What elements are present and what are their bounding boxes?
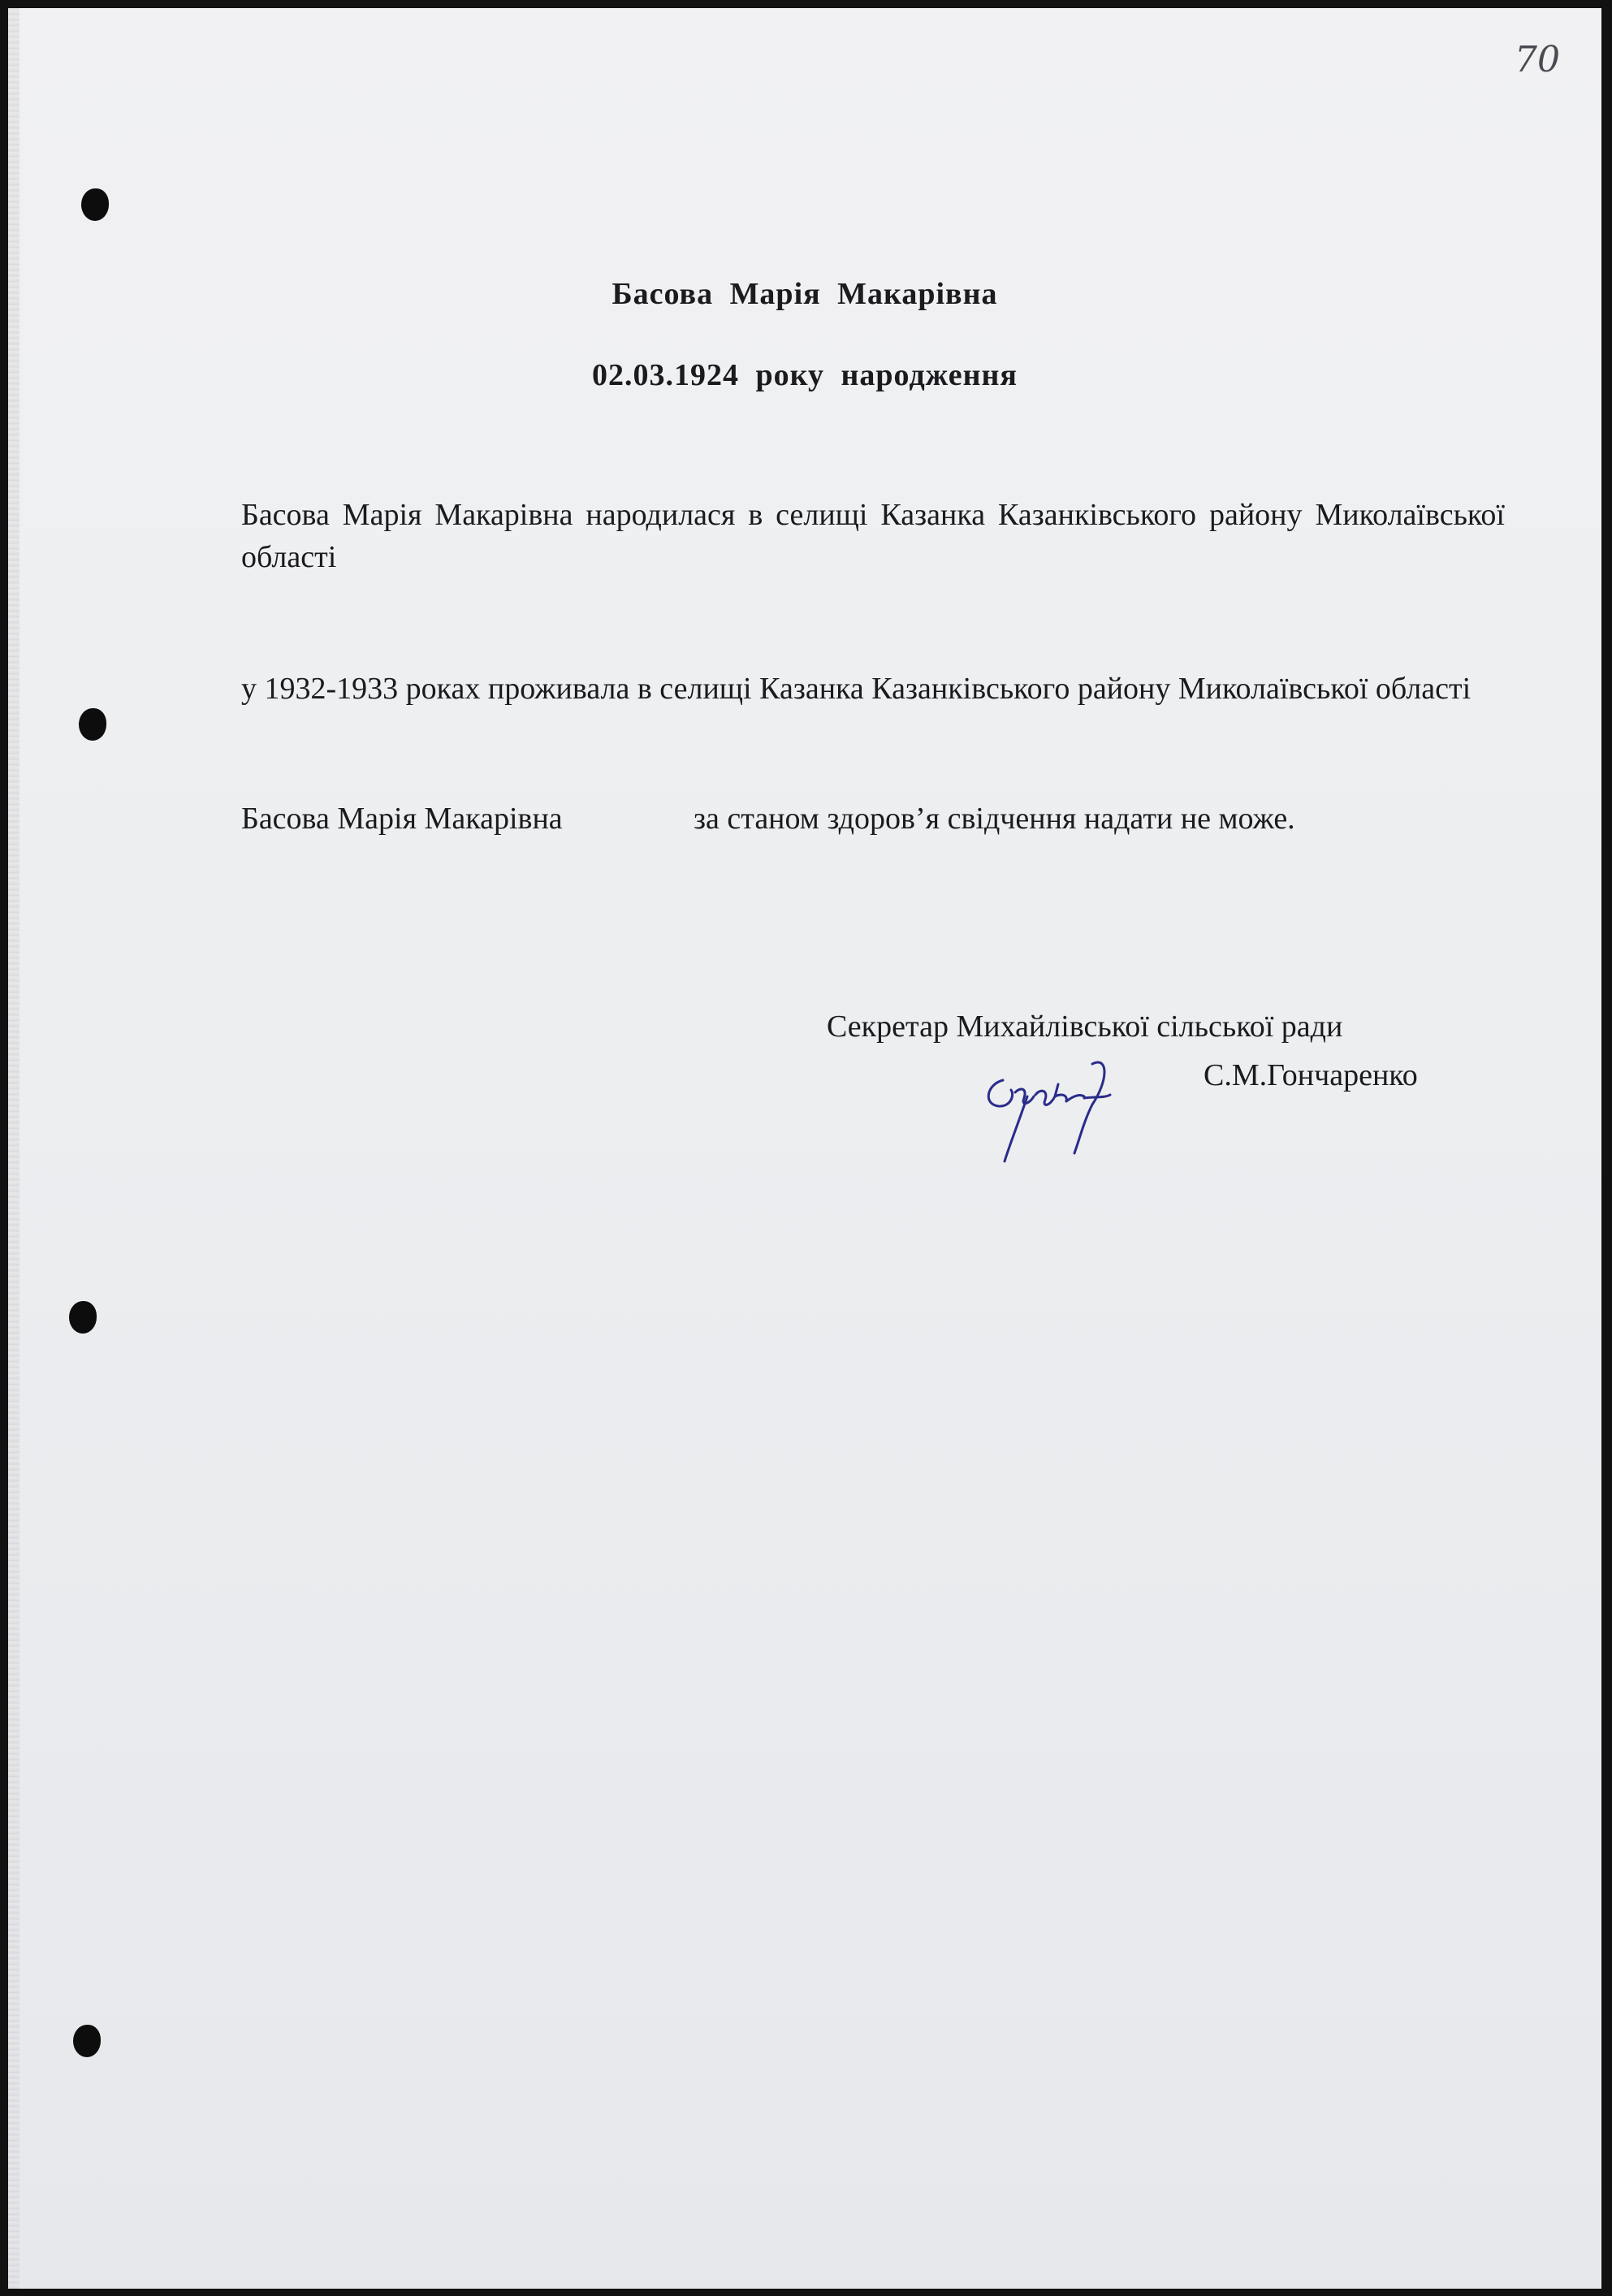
health-statement bbox=[241, 798, 1505, 840]
binder-hole bbox=[73, 2025, 101, 2057]
health-statement-text: за станом здоров’я свідчення надати не може. bbox=[694, 802, 1295, 836]
birth-date-heading: 02.03.1924 року народження bbox=[592, 358, 1018, 392]
handwritten-page-number: 70 bbox=[1515, 39, 1560, 80]
health-statement-name: Басова Марія Макарівна bbox=[241, 802, 563, 836]
paper-sheet bbox=[8, 8, 1601, 2289]
birth-place-paragraph: Басова Марія Макарівна народилася в селищі Казанка Казанківського району Миколаївської області bbox=[241, 498, 1505, 574]
signatory-name: С.М.Гончаренко bbox=[1204, 1058, 1418, 1092]
binder-hole bbox=[81, 188, 109, 221]
person-name-heading: Басова Марія Макарівна bbox=[612, 277, 998, 311]
residence-paragraph: у 1932-1933 роках проживала в селищі Казанка Казанківського району Миколаївської області bbox=[241, 672, 1472, 706]
binder-hole bbox=[69, 1301, 97, 1334]
handwritten-signature bbox=[970, 1048, 1141, 1178]
binder-hole bbox=[79, 708, 106, 741]
signatory-title: Секретар Михайлівської сільської ради bbox=[827, 1010, 1343, 1044]
